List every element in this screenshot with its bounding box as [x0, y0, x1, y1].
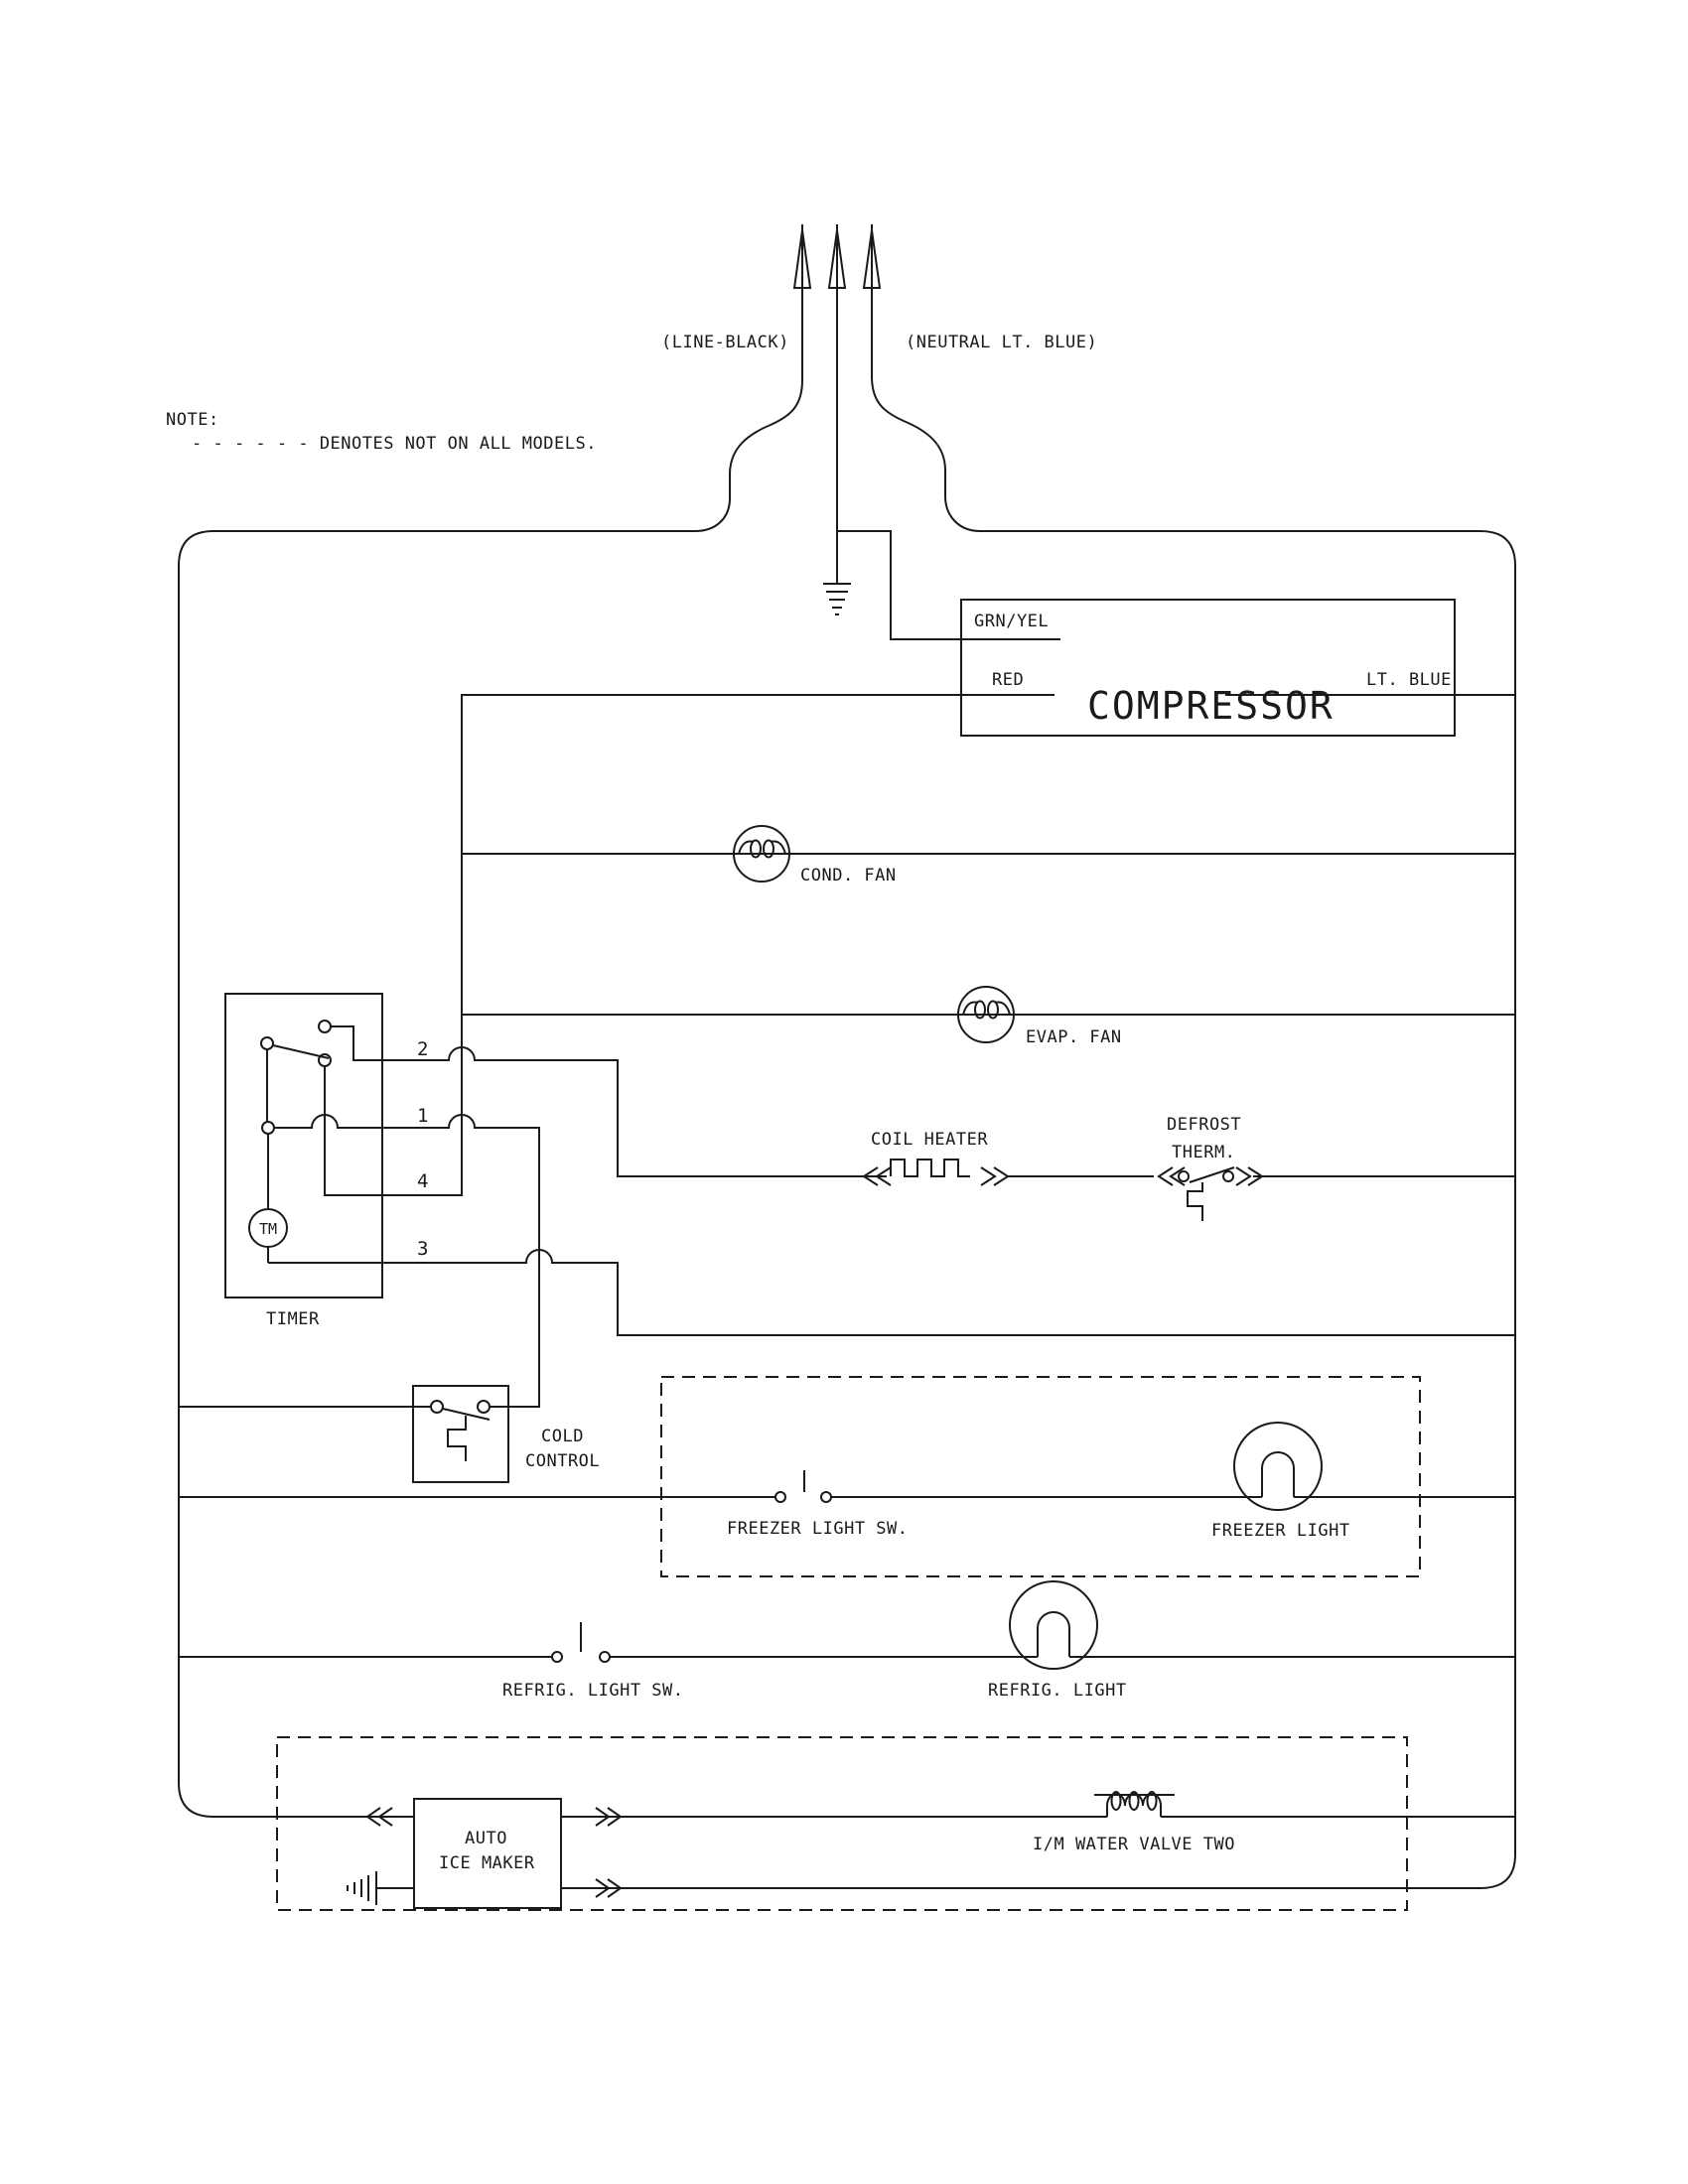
light-bulb-icon: [1234, 1423, 1322, 1510]
cold-control-box: [413, 1386, 508, 1482]
compressor-red-label: RED: [992, 670, 1025, 690]
timer-terminal-1-node: [262, 1122, 274, 1134]
freezer-light-switch-icon: [775, 1470, 831, 1502]
line-black-label: (LINE-BLACK): [661, 333, 789, 352]
timer-terminal-4-label: 4: [417, 1170, 429, 1192]
timer-terminal-3-label: 3: [417, 1238, 429, 1260]
light-bulb-icon: [1010, 1581, 1097, 1669]
compressor-title: COMPRESSOR: [1087, 684, 1335, 728]
connector-chevrons-icon: [367, 1808, 621, 1897]
cold-control-sensor-icon: [448, 1416, 466, 1461]
timer-contact-pivot: [261, 1037, 273, 1049]
note-body: - - - - - - DENOTES NOT ON ALL MODELS.: [192, 434, 597, 454]
refrig-light-label: REFRIG. LIGHT: [988, 1681, 1127, 1701]
note: [166, 410, 597, 454]
timer-contact-defrost: [319, 1021, 331, 1032]
timer-label: TIMER: [266, 1309, 320, 1329]
cold-control-label-1: COLD: [541, 1427, 584, 1446]
refrig-light-switch-icon: [552, 1622, 610, 1662]
ice-maker-circuit: [277, 1737, 1515, 1910]
timer-terminal-3-wire: [268, 1250, 1515, 1335]
neutral-label: (NEUTRAL LT. BLUE): [906, 333, 1098, 352]
ice-maker-optional-dashed-box: [277, 1737, 1407, 1910]
refrig-light-sw-label: REFRIG. LIGHT SW.: [502, 1681, 684, 1701]
cold-control-terminal: [478, 1401, 490, 1413]
cold-control-label-2: CONTROL: [525, 1451, 601, 1471]
timer: [225, 994, 1515, 1407]
compressor: [325, 600, 1515, 1195]
compressor-lt-blue-label: LT. BLUE: [1366, 670, 1452, 690]
coil-heater-label: COIL HEATER: [871, 1130, 989, 1150]
freezer-light-label: FREEZER LIGHT: [1211, 1521, 1350, 1541]
power-plug: [179, 224, 1515, 1888]
water-valve-solenoid-icon: [1094, 1792, 1175, 1817]
evap-fan: [462, 987, 1515, 1047]
defrost-therm-switch-icon: [1179, 1167, 1234, 1221]
defrost-circuit: [864, 1115, 1515, 1221]
timer-box: [225, 994, 382, 1297]
compressor-grn-yel-label: GRN/YEL: [974, 612, 1050, 631]
heater-element-icon: [891, 1160, 970, 1176]
freezer-optional-dashed-box: [661, 1377, 1420, 1576]
refrig-light-circuit: [179, 1581, 1515, 1701]
cond-fan-label: COND. FAN: [800, 866, 897, 886]
freezer-light-sw-label: FREEZER LIGHT SW.: [727, 1519, 909, 1539]
defrost-therm-label-1: DEFROST: [1167, 1115, 1242, 1135]
ice-maker-label-1: AUTO: [465, 1829, 507, 1848]
cold-control-terminal: [431, 1401, 443, 1413]
line-black-conductor: [179, 288, 802, 1817]
ice-maker-label-2: ICE MAKER: [439, 1853, 535, 1873]
timer-switch-blade: [273, 1045, 329, 1058]
timer-terminal-1-label: 1: [417, 1105, 429, 1127]
evap-fan-label: EVAP. FAN: [1026, 1027, 1122, 1047]
defrost-therm-label-2: THERM.: [1172, 1143, 1236, 1162]
timer-motor-label: TM: [258, 1220, 278, 1238]
timer-terminal-2-label: 2: [417, 1038, 429, 1060]
timer-terminal-2-wire: [331, 1026, 887, 1176]
water-valve-label: I/M WATER VALVE TWO: [1033, 1835, 1235, 1854]
note-heading: NOTE:: [166, 410, 219, 430]
earth-ground-icon: [823, 584, 851, 614]
cold-control: [179, 1386, 600, 1482]
chassis-ground-icon: [348, 1871, 376, 1905]
cond-fan: [462, 826, 1515, 886]
compressor-red-wire: [325, 695, 1055, 1195]
timer-terminal-1-wire: [274, 1115, 539, 1407]
plug-prong-arrow-icon: [794, 224, 880, 288]
